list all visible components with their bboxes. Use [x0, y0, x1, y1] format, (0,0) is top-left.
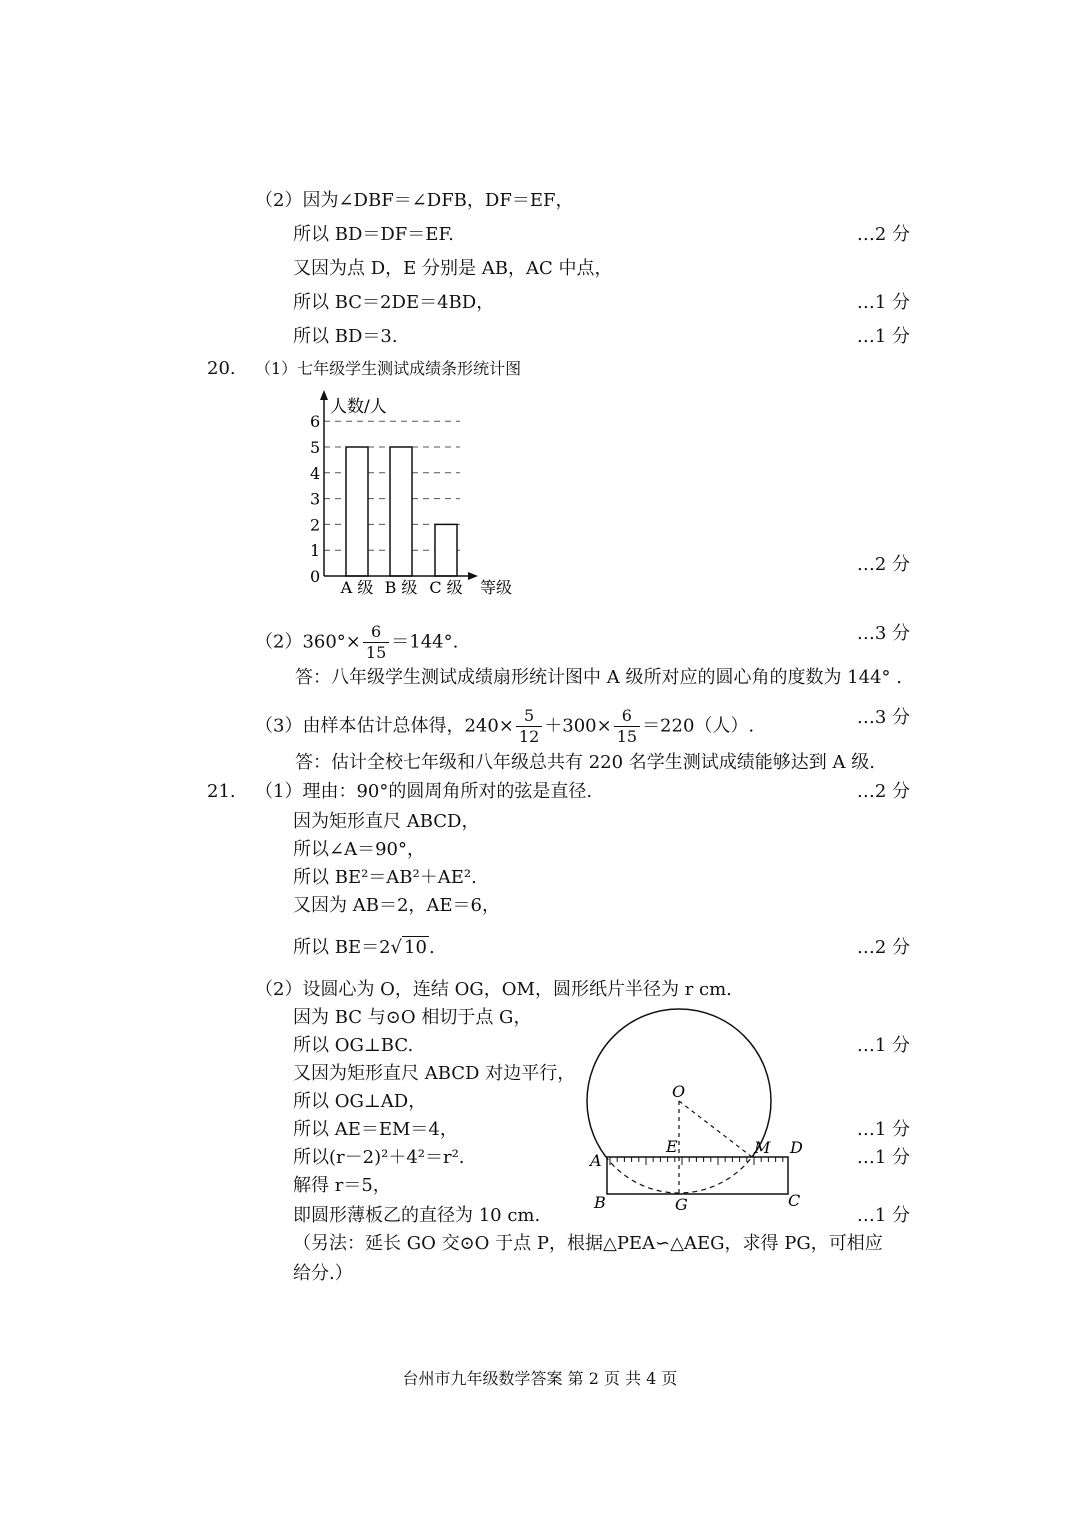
x-tick-label: A 级	[340, 578, 374, 597]
y-tick-label: 0	[310, 567, 321, 586]
q20-part1-title: （1）七年级学生测试成绩条形统计图	[255, 359, 522, 378]
q19-line2: 又因为点 D，E 分别是 AB，AC 中点，	[293, 258, 613, 279]
q21-m1: 因为 BC 与⊙O 相切于点 G，	[293, 1007, 532, 1028]
label-o: O	[672, 1082, 686, 1101]
q21-l5-prefix: 所以 BE＝2	[293, 937, 391, 958]
q21-alt-line1: （另法：延长 GO 交⊙O 于点 P，根据△PEA∽△AEG，求得 PG，可相应	[293, 1233, 883, 1254]
fraction-denominator: 15	[365, 643, 387, 662]
q20-part2-score: …3 分	[856, 623, 910, 644]
q21-m7: 解得 r＝5，	[293, 1175, 391, 1196]
q20-part3	[255, 706, 754, 747]
q21-line5-score: …2 分	[856, 937, 910, 958]
q21-line1: 因为矩形直尺 ABCD，	[293, 811, 480, 832]
label-g: G	[675, 1195, 688, 1214]
sqrt-sign: √	[390, 937, 403, 958]
ruler-rectangle	[607, 1157, 788, 1194]
q19-line3: 所以 BC＝2DE＝4BD，	[293, 292, 495, 313]
q21-part2-intro: （2）设圆心为 O，连结 OG，OM，圆形纸片半径为 r cm.	[255, 979, 732, 1000]
x-tick-labels	[340, 578, 463, 597]
q21-line2: 所以∠A＝90°，	[293, 839, 425, 860]
q20-p3-prefix: （3）由样本估计总体得，240×	[255, 715, 514, 737]
q21-line4: 又因为 AB＝2，AE＝6，	[293, 895, 500, 916]
q21-m2-score: …1 分	[856, 1035, 910, 1056]
sqrt-radicand: 10	[404, 937, 427, 958]
label-e: E	[666, 1137, 678, 1156]
q19-line4: 所以 BD＝3.	[293, 326, 398, 347]
label-b: B	[594, 1193, 606, 1212]
q21-part1-intro: （1）理由：90°的圆周角所对的弦是直径.	[255, 781, 593, 802]
q20-p3-fraction1	[516, 706, 542, 747]
page-footer: 台州市九年级数学答案 第 2 页 共 4 页	[402, 1369, 678, 1388]
y-tick-label: 6	[310, 412, 321, 432]
q21-m6: 所以(r－2)²＋4²＝r².	[293, 1147, 465, 1168]
bar-2	[390, 447, 412, 576]
q20-part3-score: …3 分	[856, 707, 910, 728]
fraction-numerator: 6	[614, 706, 640, 727]
q21-l5-suffix: .	[428, 937, 435, 958]
q21-part1-intro-score: …2 分	[856, 781, 910, 802]
q20-number: 20.	[207, 358, 236, 379]
circle-ruler-figure	[580, 1005, 820, 1220]
q21-line5	[293, 936, 435, 960]
bar-1	[346, 447, 368, 576]
q20-p3-fraction2	[614, 706, 640, 747]
y-axis-arrow	[320, 390, 328, 400]
q21-m4: 所以 OG⊥AD，	[293, 1091, 427, 1112]
x-axis-label: 等级	[480, 578, 513, 597]
q20-part2-answer: 答：八年级学生测试成绩扇形统计图中 A 级所对应的圆心角的度数为 144° .	[295, 667, 902, 688]
q21-line3: 所以 BE²＝AB²＋AE².	[293, 867, 477, 888]
y-tick-label: 5	[310, 438, 321, 457]
q20-p2-suffix: ＝144°.	[391, 631, 459, 653]
label-a: A	[590, 1151, 602, 1170]
fraction-denominator: 12	[518, 727, 540, 746]
q19-part2-intro: （2）因为∠DBF＝∠DFB，DF＝EF，	[255, 190, 574, 211]
x-tick-label: C 级	[429, 578, 463, 597]
q21-alt-line2: 给分.）	[293, 1263, 353, 1284]
q21-m8: 即圆形薄板乙的直径为 10 cm.	[293, 1205, 541, 1226]
q20-p3-suffix: ＝220（人）.	[642, 715, 755, 737]
bar-3	[435, 524, 457, 576]
x-tick-label: B 级	[384, 578, 418, 597]
fraction-numerator: 6	[363, 622, 389, 643]
y-tick-label: 1	[310, 541, 321, 561]
q20-p2-prefix: （2）360°×	[255, 631, 361, 653]
label-c: C	[788, 1191, 801, 1210]
q20-p2-fraction	[363, 622, 389, 663]
q20-part3-answer: 答：估计全校七年级和八年级总共有 220 名学生测试成绩能够达到 A 级.	[295, 752, 875, 773]
q20-chart-score: …2 分	[856, 554, 910, 575]
q19-line4-score: …1 分	[856, 326, 910, 347]
q21-m2: 所以 OG⊥BC.	[293, 1035, 414, 1056]
fraction-denominator: 15	[616, 727, 638, 746]
bar-chart	[290, 388, 550, 603]
q19-line1: 所以 BD＝DF＝EF.	[293, 224, 454, 245]
q19-line1-score: …2 分	[856, 224, 910, 245]
label-m: M	[754, 1138, 771, 1157]
q20-part2	[255, 622, 458, 663]
q19-line3-score: …1 分	[856, 292, 910, 313]
y-tick-label: 4	[310, 463, 321, 483]
y-axis-label: 人数/人	[330, 397, 387, 417]
q21-m3: 又因为矩形直尺 ABCD 对边平行，	[293, 1063, 576, 1084]
x-axis-arrow	[468, 572, 478, 580]
q21-m6-score: …1 分	[856, 1147, 910, 1168]
q21-number: 21.	[207, 781, 236, 802]
q21-m5-score: …1 分	[856, 1119, 910, 1140]
q20-p3-mid: ＋300×	[544, 715, 612, 737]
q21-m5: 所以 AE＝EM＝4，	[293, 1119, 458, 1140]
q21-m8-score: …1 分	[856, 1205, 910, 1226]
label-d: D	[790, 1138, 803, 1157]
y-tick-label: 2	[310, 515, 321, 535]
fraction-numerator: 5	[516, 706, 542, 727]
segment-om	[679, 1101, 752, 1157]
ruler-ticks	[610, 1157, 783, 1165]
y-tick-labels	[310, 412, 320, 586]
y-tick-label: 3	[310, 489, 321, 509]
chart-bars	[346, 447, 457, 576]
